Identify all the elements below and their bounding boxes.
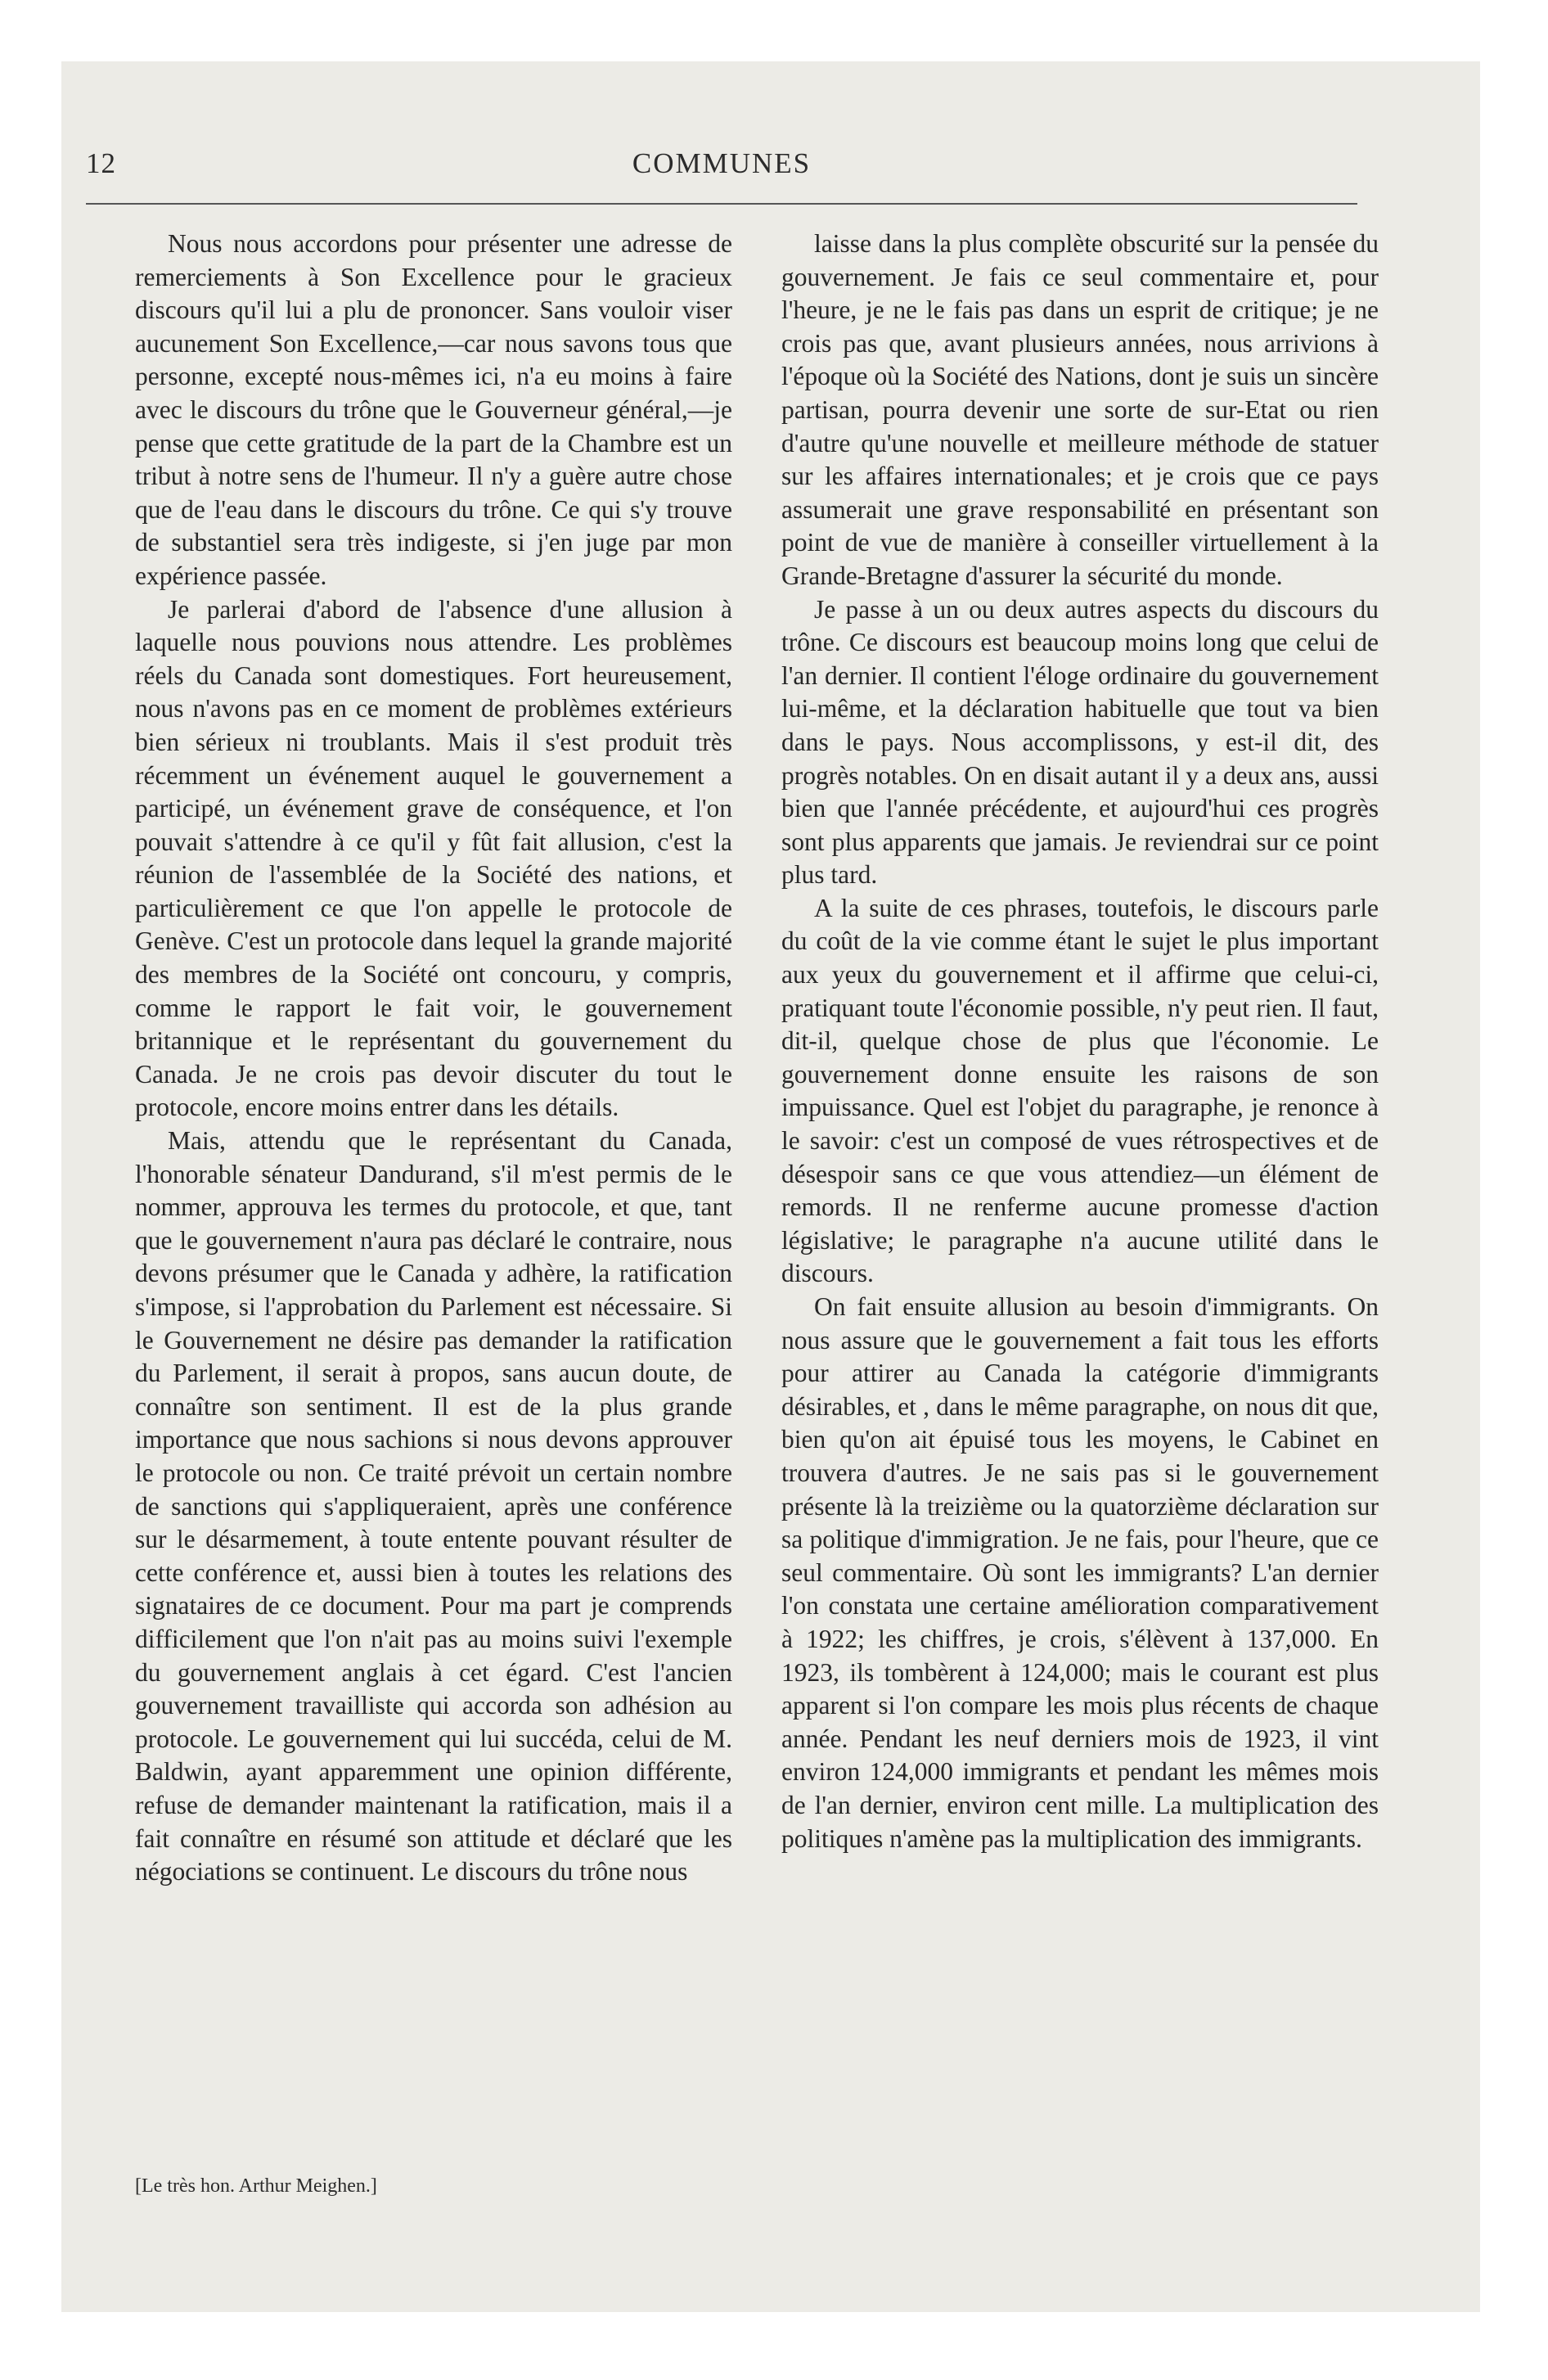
paragraph: On fait ensuite allusion au besoin d'immigrants. On nous assure que le gouvernement a fait tous les efforts pour attirer au Canada la catégorie d'immigrants désirables, et , dans le même paragraphe, on nous dit que, bien qu'on ait épuisé tous les moyens, le Cabinet en trouvera d'autres. Je ne sais pas si le gouvernement présente là la treizième ou la quatorzième déclaration sur sa politique d'immigration. Je ne fais, pour l'heure, que ce seul commentaire. Où sont les immigrants? L'an dernier l'on constata une certaine amélioration comparativement à 1922; les chiffres, je crois, s'élèvent à 137,000. En 1923, ils tombèrent à 124,000; mais le courant est plus apparent si l'on compare les mois plus récents de chaque année. Pendant les neuf derniers mois de 1923, il vint environ 124,000 immigrants et pendant les mêmes mois de l'an dernier, environ cent mille. La multiplication des politiques n'amène pas la multiplication des immigrants. [781, 1292, 1379, 1853]
page-number: 12 [86, 147, 116, 179]
paragraph: A la suite de ces phrases, toutefois, le discours parle du coût de la vie comme étant le sujet le plus important aux yeux du gouvernement et il affirme que celui-ci, pratiquant toute l'économie possible, n'y peut rien. Il faut, dit-il, quelque chose de plus que l'économie. Le gouvernement donne ensuite les raisons de son impuissance. Quel est l'objet du paragraphe, je renonce à le savoir: c'est un composé de vues rétrospectives et de désespoir sans ce que vous attendiez—un élément de remords. Il ne renferme aucune promesse d'action législative; le paragraphe n'a aucune utilité dans le discours. [781, 893, 1379, 1288]
paragraph: Nous nous accordons pour présenter une adresse de remerciements à Son Excellence pour le gracieux discours qu'il lui a plu de prononcer. Sans vouloir viser aucunement Son Excellence,—car nous savons tous que personne, excepté nous-mêmes ici, n'a eu moins à faire avec le discours du trône que le Gouverneur général,—je pense que cette gratitude de la part de la Chambre est un tribut à notre sens de l'humeur. Il n'y a guère autre chose que de l'eau dans le discours du trône. Ce qui s'y trouve de substantiel sera très indigeste, si j'en juge par mon expérience passée. [135, 229, 732, 590]
paragraph: laisse dans la plus complète obscurité sur la pensée du gouvernement. Je fais ce seul commentaire et, pour l'heure, je ne le fais pas dans un esprit de critique; je ne crois pas que, avant plusieurs années, nous arrivions à l'époque où la Société des Nations, dont je suis un sincère partisan, pourra devenir une sorte de sur-Etat ou rien d'autre qu'une nouvelle et meilleure méthode de statuer sur les affaires internationales; et je crois que ce pays assumerait une grave responsabilité en présentant son point de vue de manière à conseiller virtuellement à la Grande-Bretagne d'assurer la sécurité du monde. [781, 229, 1379, 590]
paragraph: Mais, attendu que le représentant du Canada, l'honorable sénateur Dandurand, s'il m'est permis de le nommer, approuva les termes du protocole, et que, tant que le gouvernement n'aura pas déclaré le contraire, nous devons présumer que le Canada y adhère, la ratification s'impose, si l'approbation du Parlement est nécessaire. Si le Gouvernement ne désire pas demander la ratification du Parlement, il serait à propos, sans aucun doute, de connaître son sentiment. Il est de la plus grande importance que nous sachions si nous devons approuver le protocole ou non. Ce traité prévoit un certain nombre de sanctions qui s'appliqueraient, après une conférence sur le désarmement, à toute entente pouvant résulter de cette conférence et, aussi bien à toutes les relations des signataires de ce document. Pour ma part je comprends difficilement que l'on n'ait pas au moins suivi l'exemple du gouvernement anglais à cet égard. C'est l'ancien gouvernement travailliste qui accorda son adhésion au protocole. Le gouvernement qui lui succéda, celui de M. Baldwin, ayant apparemment une opinion différente, refuse de demander maintenant la ratification, mais il a fait connaître en résumé son attitude et déclaré que les négociations se continuent. Le discours du trône nous [135, 1126, 732, 1886]
paragraph: Je passe à un ou deux autres aspects du discours du trône. Ce discours est beaucoup moins long que celui de l'an dernier. Il contient l'éloge ordinaire du gouvernement lui-même, et la déclaration habituelle que tout va bien dans le pays. Nous accomplissons, y est-il dit, des progrès notables. On en disait autant il y a deux ans, aussi bien que l'année précédente, et aujourd'hui ces progrès sont plus apparents que jamais. Je reviendrai sur ce point plus tard. [781, 594, 1379, 890]
speaker-attribution: [Le très hon. Arthur Meighen.] [135, 2175, 377, 2197]
page-header [86, 147, 1357, 187]
running-head: COMMUNES [632, 147, 812, 179]
right-column [781, 228, 1379, 1855]
header-rule [86, 203, 1357, 205]
left-column [135, 228, 732, 1889]
paragraph: Je parlerai d'abord de l'absence d'une allusion à laquelle nous pouvions nous attendre. Les problèmes réels du Canada sont domestiques. Fort heureusement, nous n'avons pas en ce moment de problèmes extérieurs bien sérieux ni troublants. Mais il s'est produit très récemment un événement auquel le gouvernement a participé, un événement grave de conséquence, et l'on pouvait s'attendre à ce qu'il y fût fait allusion, c'est la réunion de l'assemblée de la Société des nations, et particulièrement ce que l'on appelle le protocole de Genève. C'est un protocole dans lequel la grande majorité des membres de la Société ont concouru, y compris, comme le rapport le fait voir, le gouvernement britannique et le représentant du gouvernement du Canada. Je ne crois pas devoir discuter du tout le protocole, encore moins entrer dans les détails. [135, 594, 732, 1122]
